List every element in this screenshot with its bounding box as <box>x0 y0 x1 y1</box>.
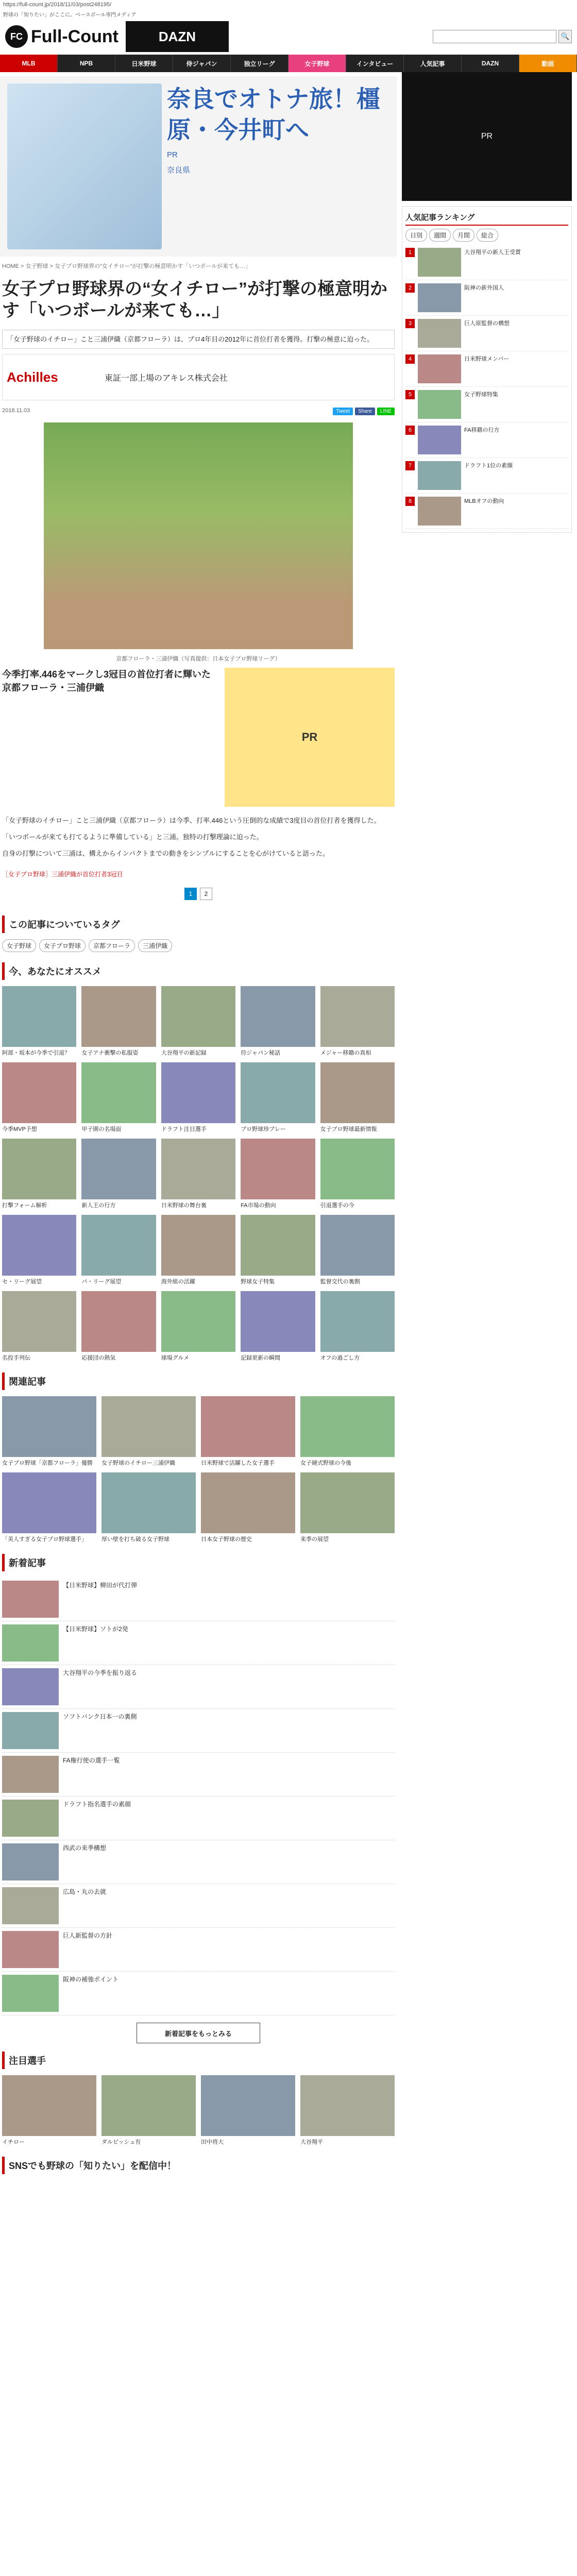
ad-sub: PR <box>167 150 178 159</box>
related-text: 厚い壁を打ち破る女子野球 <box>101 1536 169 1543</box>
related-text: 女子プロ野球「京都フローラ」優勝 <box>2 1460 93 1466</box>
reco-thumb <box>2 1215 76 1276</box>
reco-text: 海外組の活躍 <box>161 1279 195 1285</box>
related-thumb <box>101 1396 196 1457</box>
reco-text: FA市場の動向 <box>241 1202 276 1209</box>
related-title: 関連記事 <box>2 1372 395 1390</box>
related-thumb <box>201 1396 295 1457</box>
reco-thumb <box>81 1139 156 1199</box>
lead-ad[interactable]: PR <box>225 668 395 807</box>
tab-daily[interactable]: 日別 <box>405 229 427 242</box>
rank-number: 1 <box>405 248 415 257</box>
sidebar <box>402 72 572 538</box>
related-card[interactable] <box>101 1396 196 1467</box>
related-text: 「美人すぎる女子プロ野球選手」 <box>2 1536 87 1543</box>
rank-item[interactable] <box>405 280 568 316</box>
news-text: 【日米野球】柳田が代打弾 <box>63 1582 138 1589</box>
reco-card[interactable] <box>81 1215 156 1286</box>
rank-item[interactable] <box>405 458 568 494</box>
article-photo <box>44 422 353 649</box>
related-text: 来季の展望 <box>300 1536 329 1543</box>
rank-thumb <box>418 283 461 312</box>
nav-indie[interactable]: 独立リーグ <box>231 55 288 72</box>
logo-mark-icon: FC <box>5 25 28 48</box>
related-card[interactable] <box>201 1472 295 1544</box>
article-date: 2018.11.03 <box>2 408 30 414</box>
reco-text: プロ野球珍プレー <box>241 1126 286 1132</box>
reco-card[interactable] <box>241 1139 315 1210</box>
rank-text: ドラフト1位の素顔 <box>464 463 513 469</box>
nav-video[interactable]: 動画 <box>519 55 577 72</box>
news-thumb <box>2 1800 59 1837</box>
reco-thumb <box>320 1215 395 1276</box>
rank-thumb <box>418 426 461 454</box>
reco-text: 大谷翔平の新記録 <box>161 1050 207 1056</box>
ranking-title: 人気記事ランキング <box>405 210 568 226</box>
ad-photo <box>7 83 162 249</box>
ranking-list <box>405 245 568 529</box>
news-text: ソフトバンク日本一の裏側 <box>63 1713 137 1720</box>
nav-dazn[interactable]: DAZN <box>462 55 519 72</box>
news-thumb <box>2 1668 59 1705</box>
main-column <box>0 72 397 2178</box>
player-name: イチロー <box>2 2139 25 2145</box>
news-item[interactable] <box>2 1797 395 1840</box>
ad-text <box>167 83 389 249</box>
rank-number: 2 <box>405 283 415 293</box>
nav-samurai[interactable]: 侍ジャパン <box>173 55 231 72</box>
more-news-button[interactable]: 新着記事をもっとみる <box>137 2023 260 2043</box>
reco-card[interactable] <box>320 1062 395 1133</box>
header-ad[interactable]: DAZN <box>126 21 229 52</box>
nav-popular[interactable]: 人気記事 <box>404 55 462 72</box>
reco-title: 今、あなたにオススメ <box>2 962 395 980</box>
site-header <box>0 19 577 55</box>
rank-number: 3 <box>405 319 415 328</box>
reco-thumb <box>241 1291 315 1352</box>
news-item[interactable] <box>2 1709 395 1753</box>
sponsor-text: 東証一部上場のアキレス株式会社 <box>105 374 228 383</box>
reco-card[interactable] <box>2 1062 76 1133</box>
page-2[interactable]: 2 <box>200 888 212 900</box>
rank-item[interactable] <box>405 387 568 422</box>
side-ad[interactable]: PR <box>402 72 572 201</box>
reco-text: 記録更新の瞬間 <box>241 1355 281 1361</box>
reco-thumb <box>161 986 235 1047</box>
related-grid <box>0 1394 397 1546</box>
rank-thumb <box>418 248 461 277</box>
paragraph: 「いつボールが来ても打てるように準備している」と三浦。独特の打撃理論に迫った。 <box>2 833 263 841</box>
tab-monthly[interactable]: 月間 <box>453 229 474 242</box>
nav-mlb[interactable]: MLB <box>0 55 58 72</box>
ranking-box <box>402 206 572 533</box>
reco-card[interactable] <box>161 1139 235 1210</box>
search-bar <box>433 30 572 43</box>
news-thumb <box>2 1624 59 1662</box>
player-card[interactable] <box>2 2075 96 2146</box>
rank-thumb <box>418 497 461 526</box>
reco-text: 引退選手の今 <box>320 1202 354 1209</box>
news-text: 阪神の補強ポイント <box>63 1976 119 1983</box>
related-thumb <box>2 1396 96 1457</box>
reco-thumb <box>2 986 76 1047</box>
related-thumb <box>101 1472 196 1533</box>
reco-text: パ・リーグ展望 <box>81 1279 122 1285</box>
rank-number: 5 <box>405 390 415 399</box>
search-button[interactable] <box>558 30 572 43</box>
reco-text: 甲子園の名場面 <box>81 1126 122 1132</box>
page-url: https://full-count.jp/2018/11/03/post248195/ <box>3 2 112 8</box>
photo-caption: 京都フローラ・三浦伊織（写真提供：日本女子プロ野球リーグ） <box>116 656 281 662</box>
reco-text: メジャー移籍の真相 <box>320 1050 371 1056</box>
facebook-share-button[interactable]: Share <box>355 408 375 415</box>
rank-text: MLBオフの動向 <box>464 498 504 504</box>
rank-text: FA移籍の行方 <box>464 427 500 433</box>
rank-text: 大谷翔平の新人王受賞 <box>464 249 521 256</box>
reco-thumb <box>81 986 156 1047</box>
rank-text: 日米野球メンバー <box>464 356 510 362</box>
tab-total[interactable]: 総合 <box>477 229 498 242</box>
reco-card[interactable] <box>81 1062 156 1133</box>
share-buttons <box>333 408 395 415</box>
news-thumb <box>2 1843 59 1880</box>
rank-text: 阪神の新外国人 <box>464 285 504 291</box>
logo-text: Full-Count <box>31 26 118 46</box>
reco-thumb <box>320 986 395 1047</box>
twitter-share-button[interactable]: Tweet <box>333 408 353 415</box>
rank-number: 7 <box>405 461 415 470</box>
news-thumb <box>2 1931 59 1968</box>
reco-text: 新人王の行方 <box>81 1202 116 1209</box>
page-1[interactable]: 1 <box>184 888 197 900</box>
site-tagline: 野球の「知りたい」がここに。ベースボール専門メディア <box>3 12 137 18</box>
tag[interactable]: 女子野球 <box>2 939 36 952</box>
reco-text: 監督交代の裏側 <box>320 1279 360 1285</box>
rank-item[interactable] <box>405 422 568 458</box>
player-thumb <box>101 2075 196 2136</box>
reco-thumb <box>241 1062 315 1123</box>
reco-thumb <box>161 1062 235 1123</box>
news-item[interactable] <box>2 1928 395 1972</box>
nav-npb[interactable]: NPB <box>58 55 115 72</box>
tag[interactable]: 京都フローラ <box>89 939 135 952</box>
news-text: 西武の来季構想 <box>63 1844 107 1852</box>
line-share-button[interactable]: LINE <box>377 408 395 415</box>
nav-interview[interactable]: インタビュー <box>346 55 404 72</box>
news-item[interactable] <box>2 1972 395 2015</box>
related-thumb <box>300 1472 395 1533</box>
reco-card[interactable] <box>241 1215 315 1286</box>
related-text: 女子野球のイチロー三浦伊織 <box>101 1460 175 1466</box>
related-text: 女子硬式野球の今後 <box>300 1460 351 1466</box>
tag-list <box>0 937 397 954</box>
main-nav <box>0 55 577 72</box>
reco-thumb <box>241 986 315 1047</box>
sns-title: SNSでも野球の「知りたい」を配信中！ <box>2 2157 395 2174</box>
reco-text: 打撃フォーム解析 <box>2 1202 47 1209</box>
player-name: ダルビッシュ有 <box>101 2139 141 2145</box>
reco-thumb <box>241 1139 315 1199</box>
reco-card[interactable] <box>320 1291 395 1362</box>
related-text: 日本女子野球の歴史 <box>201 1536 252 1543</box>
reco-card[interactable] <box>2 1215 76 1286</box>
reco-card[interactable] <box>81 986 156 1057</box>
related-link[interactable]: ［女子プロ野球］三浦伊織が首位打者3冠目 <box>2 871 123 878</box>
news-thumb <box>2 1712 59 1749</box>
player-thumb <box>201 2075 295 2136</box>
news-text: 広島・丸の去就 <box>63 1888 107 1895</box>
rank-number: 6 <box>405 426 415 435</box>
reco-thumb <box>2 1139 76 1199</box>
related-card[interactable] <box>2 1396 96 1467</box>
news-item[interactable] <box>2 1621 395 1665</box>
news-thumb <box>2 1975 59 2012</box>
reco-text: 女子アナ衝撃の私服姿 <box>81 1050 139 1056</box>
player-name: 田中将大 <box>201 2139 224 2145</box>
news-text: ドラフト指名選手の素顔 <box>63 1801 131 1808</box>
related-card[interactable] <box>101 1472 196 1544</box>
reco-card[interactable] <box>2 1291 76 1362</box>
reco-thumb <box>161 1291 235 1352</box>
reco-card[interactable] <box>161 1062 235 1133</box>
rank-item[interactable] <box>405 245 568 280</box>
news-item[interactable] <box>2 1665 395 1709</box>
reco-card[interactable] <box>2 1139 76 1210</box>
rank-number: 4 <box>405 354 415 364</box>
player-card[interactable] <box>101 2075 196 2146</box>
rank-number: 8 <box>405 497 415 506</box>
lead-block <box>0 663 397 812</box>
top-ad-banner[interactable] <box>0 76 397 257</box>
news-text: FA権行使の選手一覧 <box>63 1757 120 1764</box>
paragraph: 自身の打撃について三浦は、構えからインパクトまでの動きをシンプルにすることを心がけていると語った。 <box>2 850 329 857</box>
reco-thumb <box>2 1062 76 1123</box>
article-title: 女子プロ野球界の“女イチロー”が打撃の極意明かす「いつボールが来ても…」 <box>2 279 387 320</box>
player-card[interactable] <box>300 2075 395 2146</box>
sponsor-ad[interactable] <box>2 354 395 400</box>
reco-thumb <box>161 1215 235 1276</box>
reco-text: 球場グルメ <box>161 1355 190 1361</box>
reco-thumb <box>320 1062 395 1123</box>
reco-card[interactable] <box>161 1291 235 1362</box>
reco-thumb <box>81 1062 156 1123</box>
reco-card[interactable] <box>2 986 76 1057</box>
reco-text: 阿部・坂本が今季で引退？ <box>2 1050 70 1056</box>
reco-text: ドラフト注目選手 <box>161 1126 207 1132</box>
related-card[interactable] <box>201 1396 295 1467</box>
breadcrumb[interactable]: HOME > 女子野球 > 女子プロ野球界の“女イチロー”が打撃の極意明かす「いつボールが来ても…」 <box>2 263 251 269</box>
reco-card[interactable] <box>161 1215 235 1286</box>
rank-text: 巨人原監督の構想 <box>464 320 510 327</box>
reco-card[interactable] <box>81 1139 156 1210</box>
tags-title: この記事についているタグ <box>2 916 395 933</box>
related-thumb <box>201 1472 295 1533</box>
reco-text: オフの過ごし方 <box>320 1355 360 1361</box>
ad-src: 奈良県 <box>167 166 191 175</box>
rank-thumb <box>418 354 461 383</box>
rank-item[interactable] <box>405 494 568 529</box>
rank-thumb <box>418 319 461 348</box>
ad-title: 奈良でオトナ旅！橿原・今井町へ <box>167 86 380 143</box>
tab-weekly[interactable]: 週間 <box>429 229 451 242</box>
related-card[interactable] <box>2 1472 96 1544</box>
rank-thumb <box>418 390 461 419</box>
reco-thumb <box>81 1291 156 1352</box>
reco-card[interactable] <box>161 986 235 1057</box>
player-card[interactable] <box>201 2075 295 2146</box>
ranking-tabs <box>405 229 568 242</box>
nav-nichibei[interactable]: 日米野球 <box>115 55 173 72</box>
news-text: 巨人新監督の方針 <box>63 1932 113 1939</box>
related-card[interactable] <box>300 1396 395 1467</box>
news-thumb <box>2 1887 59 1924</box>
rank-item[interactable] <box>405 351 568 387</box>
news-item[interactable] <box>2 1753 395 1797</box>
tag[interactable]: 女子プロ野球 <box>39 939 86 952</box>
news-text: 【日米野球】ソトが2発 <box>63 1625 128 1633</box>
reco-thumb <box>320 1139 395 1199</box>
reco-thumb <box>161 1139 235 1199</box>
article-summary: 「女子野球のイチロー」こと三浦伊織（京都フローラ）は、プロ4年目の2012年に首位打者を獲得。打撃の極意に迫った。 <box>2 330 395 349</box>
search-input[interactable] <box>433 30 556 43</box>
paragraph: 「女子野球のイチロー」こと三浦伊織（京都フローラ）は今季、打率.446という圧倒的な成績で3度目の首位打者を獲得した。 <box>2 817 381 824</box>
sponsor-logo: Achilles <box>7 362 99 393</box>
reco-text: 日米野球の舞台裏 <box>161 1202 207 1209</box>
article-body <box>0 812 397 868</box>
reco-text: 今季MVP予想 <box>2 1126 37 1132</box>
new-title: 新着記事 <box>2 1554 395 1571</box>
reco-card[interactable] <box>320 986 395 1057</box>
reco-text: セ・リーグ展望 <box>2 1279 42 1285</box>
reco-card[interactable] <box>81 1291 156 1362</box>
related-text: 日米野球で活躍した女子選手 <box>201 1460 275 1466</box>
search-icon: 🔍 <box>561 32 570 40</box>
reco-card[interactable] <box>320 1215 395 1286</box>
tag[interactable]: 三浦伊織 <box>138 939 172 952</box>
rank-text: 女子野球特集 <box>464 392 498 398</box>
article-meta <box>0 405 397 417</box>
news-item[interactable] <box>2 1578 395 1621</box>
news-thumb <box>2 1756 59 1793</box>
players-grid <box>0 2073 397 2148</box>
player-thumb <box>2 2075 96 2136</box>
related-thumb <box>300 1396 395 1457</box>
lead-heading: 今季打率.446をマークし3冠目の首位打者に輝いた京都フローラ・三浦伊織 <box>2 669 211 693</box>
site-logo[interactable] <box>5 25 118 48</box>
player-thumb <box>300 2075 395 2136</box>
players-title: 注目選手 <box>2 2052 395 2069</box>
related-card[interactable] <box>300 1472 395 1544</box>
reco-card[interactable] <box>241 1291 315 1362</box>
reco-thumb <box>320 1291 395 1352</box>
rank-item[interactable] <box>405 316 568 351</box>
reco-thumb <box>2 1291 76 1352</box>
reco-card[interactable] <box>241 1062 315 1133</box>
news-item[interactable] <box>2 1840 395 1884</box>
reco-text: 野球女子特集 <box>241 1279 275 1285</box>
nav-women[interactable]: 女子野球 <box>288 55 346 72</box>
rank-thumb <box>418 461 461 490</box>
news-text: 大谷翔平の今季を振り返る <box>63 1669 138 1676</box>
reco-text: 応援団の熱気 <box>81 1355 116 1361</box>
reco-card[interactable] <box>320 1139 395 1210</box>
related-thumb <box>2 1472 96 1533</box>
reco-card[interactable] <box>241 986 315 1057</box>
news-list <box>0 1575 397 2018</box>
news-item[interactable] <box>2 1884 395 1928</box>
reco-grid <box>0 984 397 1364</box>
reco-text: 女子プロ野球最新情報 <box>320 1126 377 1132</box>
reco-text: 名投手列伝 <box>2 1355 30 1361</box>
reco-thumb <box>241 1215 315 1276</box>
reco-thumb <box>81 1215 156 1276</box>
pager <box>0 880 397 907</box>
reco-text: 侍ジャパン秘話 <box>241 1050 280 1056</box>
player-name: 大谷翔平 <box>300 2139 323 2145</box>
news-thumb <box>2 1581 59 1618</box>
